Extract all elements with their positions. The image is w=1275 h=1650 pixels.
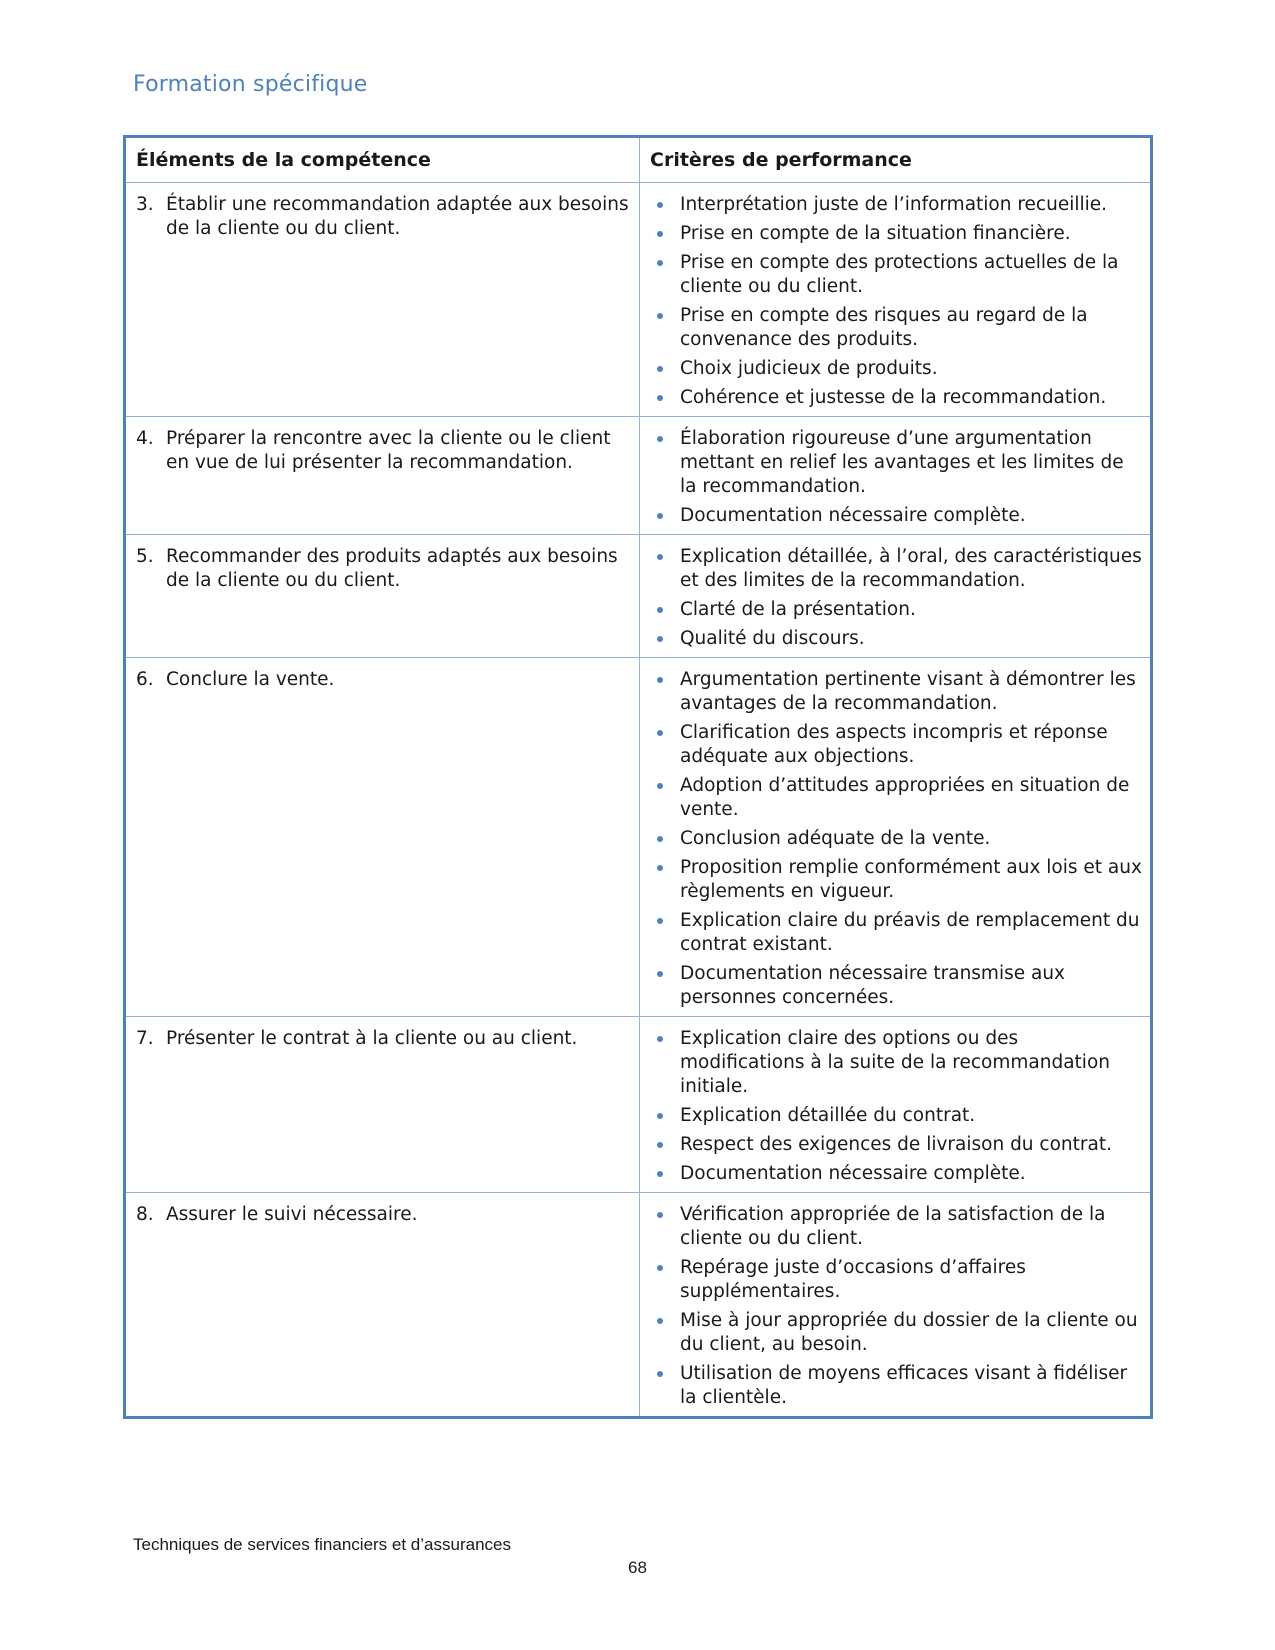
page-number: 68 [628, 1558, 647, 1577]
criteria-item [650, 357, 1144, 381]
bullet-icon [650, 627, 680, 651]
criteria-item [650, 1309, 1144, 1357]
criteria-list [650, 427, 1144, 528]
column-header-criteria: Critères de performance [640, 137, 1152, 183]
criteria-item [650, 222, 1144, 246]
bullet-icon [650, 1362, 680, 1410]
criteria-text: Mise à jour appropriée du dossier de la cliente ou du client, au besoin. [680, 1310, 1138, 1355]
bullet-icon [650, 357, 680, 381]
element-number: 6. [136, 669, 154, 690]
element-number: 7. [136, 1028, 154, 1049]
competence-element-cell [125, 417, 640, 535]
criteria-item [650, 1133, 1144, 1157]
bullet-icon [650, 1309, 680, 1357]
criteria-item [650, 827, 1144, 851]
criteria-item [650, 962, 1144, 1010]
criteria-item [650, 856, 1144, 904]
table-header-row [125, 137, 1152, 183]
competence-element [136, 1203, 629, 1227]
competence-element [136, 545, 629, 593]
competence-element-cell [125, 535, 640, 658]
criteria-text: Qualité du discours. [680, 628, 865, 649]
page-header: Formation spécifique [133, 72, 368, 97]
criteria-item [650, 1362, 1144, 1410]
criteria-text: Vérification appropriée de la satisfaction de la cliente ou du client. [680, 1204, 1106, 1249]
table-row [125, 658, 1152, 1017]
performance-criteria-cell [640, 1193, 1152, 1418]
criteria-text: Documentation nécessaire complète. [680, 1163, 1026, 1184]
criteria-text: Prise en compte de la situation financière. [680, 223, 1071, 244]
competence-element [136, 427, 629, 475]
performance-criteria-cell [640, 535, 1152, 658]
criteria-item [650, 774, 1144, 822]
element-number: 3. [136, 194, 154, 215]
bullet-icon [650, 545, 680, 593]
criteria-text: Proposition remplie conformément aux lois et aux règlements en vigueur. [680, 857, 1142, 902]
criteria-text: Clarté de la présentation. [680, 599, 916, 620]
criteria-item [650, 386, 1144, 410]
bullet-icon [650, 193, 680, 217]
criteria-list [650, 1027, 1144, 1186]
criteria-text: Prise en compte des protections actuelles de la cliente ou du client. [680, 252, 1119, 297]
criteria-text: Explication détaillée du contrat. [680, 1105, 976, 1126]
bullet-icon [650, 222, 680, 246]
performance-criteria-cell [640, 1017, 1152, 1193]
criteria-item [650, 427, 1144, 499]
criteria-item [650, 909, 1144, 957]
criteria-list [650, 668, 1144, 1010]
criteria-text: Élaboration rigoureuse d’une argumentation mettant en relief les avantages et les limites de la recommandation. [680, 428, 1124, 497]
bullet-icon [650, 1027, 680, 1099]
criteria-item [650, 1256, 1144, 1304]
bullet-icon [650, 1203, 680, 1251]
criteria-item [650, 193, 1144, 217]
bullet-icon [650, 774, 680, 822]
criteria-text: Documentation nécessaire complète. [680, 505, 1026, 526]
bullet-icon [650, 1104, 680, 1128]
criteria-text: Explication claire du préavis de remplacement du contrat existant. [680, 910, 1140, 955]
criteria-item [650, 504, 1144, 528]
bullet-icon [650, 962, 680, 1010]
column-header-elements: Éléments de la compétence [125, 137, 640, 183]
criteria-item [650, 1162, 1144, 1186]
criteria-item [650, 1203, 1144, 1251]
table-body [125, 183, 1152, 1418]
bullet-icon [650, 598, 680, 622]
criteria-text: Conclusion adéquate de la vente. [680, 828, 991, 849]
bullet-icon [650, 386, 680, 410]
table-row [125, 1193, 1152, 1418]
criteria-text: Documentation nécessaire transmise aux personnes concernées. [680, 963, 1066, 1008]
competence-element-cell [125, 658, 640, 1017]
criteria-list [650, 1203, 1144, 1410]
criteria-item [650, 721, 1144, 769]
bullet-icon [650, 909, 680, 957]
footer-title: Techniques de services financiers et d’assurances [133, 1535, 511, 1554]
bullet-icon [650, 1256, 680, 1304]
criteria-text: Argumentation pertinente visant à démontrer les avantages de la recommandation. [680, 669, 1136, 714]
bullet-icon [650, 427, 680, 499]
criteria-list [650, 193, 1144, 410]
criteria-text: Adoption d’attitudes appropriées en situation de vente. [680, 775, 1130, 820]
element-number: 8. [136, 1204, 154, 1225]
element-text: Présenter le contrat à la cliente ou au client. [166, 1028, 578, 1049]
criteria-text: Cohérence et justesse de la recommandation. [680, 387, 1107, 408]
element-text: Recommander des produits adaptés aux besoins de la cliente ou du client. [166, 546, 618, 591]
element-text: Préparer la rencontre avec la cliente ou le client en vue de lui présenter la recommandation. [166, 428, 611, 473]
bullet-icon [650, 1133, 680, 1157]
criteria-list [650, 545, 1144, 651]
element-number: 4. [136, 428, 154, 449]
table-row [125, 417, 1152, 535]
criteria-text: Explication claire des options ou des modifications à la suite de la recommandation initiale. [680, 1028, 1110, 1097]
table-row [125, 535, 1152, 658]
element-text: Assurer le suivi nécessaire. [166, 1204, 418, 1225]
criteria-item [650, 545, 1144, 593]
performance-criteria-cell [640, 183, 1152, 417]
competence-element-cell [125, 183, 640, 417]
criteria-text: Repérage juste d’occasions d’affaires supplémentaires. [680, 1257, 1026, 1302]
criteria-item [650, 251, 1144, 299]
criteria-text: Utilisation de moyens efficaces visant à fidéliser la clientèle. [680, 1363, 1128, 1408]
bullet-icon [650, 668, 680, 716]
criteria-item [650, 598, 1144, 622]
criteria-text: Interprétation juste de l’information recueillie. [680, 194, 1108, 215]
criteria-text: Clarification des aspects incompris et réponse adéquate aux objections. [680, 722, 1108, 767]
criteria-item [650, 627, 1144, 651]
competence-element-cell [125, 1193, 640, 1418]
element-number: 5. [136, 546, 154, 567]
bullet-icon [650, 504, 680, 528]
performance-criteria-cell [640, 658, 1152, 1017]
table-row [125, 1017, 1152, 1193]
competence-table [123, 135, 1153, 1419]
competence-element [136, 668, 629, 692]
table-row [125, 183, 1152, 417]
performance-criteria-cell [640, 417, 1152, 535]
bullet-icon [650, 721, 680, 769]
element-text: Conclure la vente. [166, 669, 335, 690]
element-text: Établir une recommandation adaptée aux besoins de la cliente ou du client. [166, 194, 629, 239]
bullet-icon [650, 856, 680, 904]
competence-element-cell [125, 1017, 640, 1193]
criteria-item [650, 1104, 1144, 1128]
bullet-icon [650, 1162, 680, 1186]
criteria-text: Prise en compte des risques au regard de la convenance des produits. [680, 305, 1088, 350]
criteria-text: Explication détaillée, à l’oral, des caractéristiques et des limites de la recommandation. [680, 546, 1142, 591]
competence-element [136, 193, 629, 241]
criteria-item [650, 1027, 1144, 1099]
competence-element [136, 1027, 629, 1051]
bullet-icon [650, 827, 680, 851]
criteria-item [650, 304, 1144, 352]
criteria-text: Respect des exigences de livraison du contrat. [680, 1134, 1112, 1155]
bullet-icon [650, 304, 680, 352]
criteria-item [650, 668, 1144, 716]
criteria-text: Choix judicieux de produits. [680, 358, 938, 379]
bullet-icon [650, 251, 680, 299]
